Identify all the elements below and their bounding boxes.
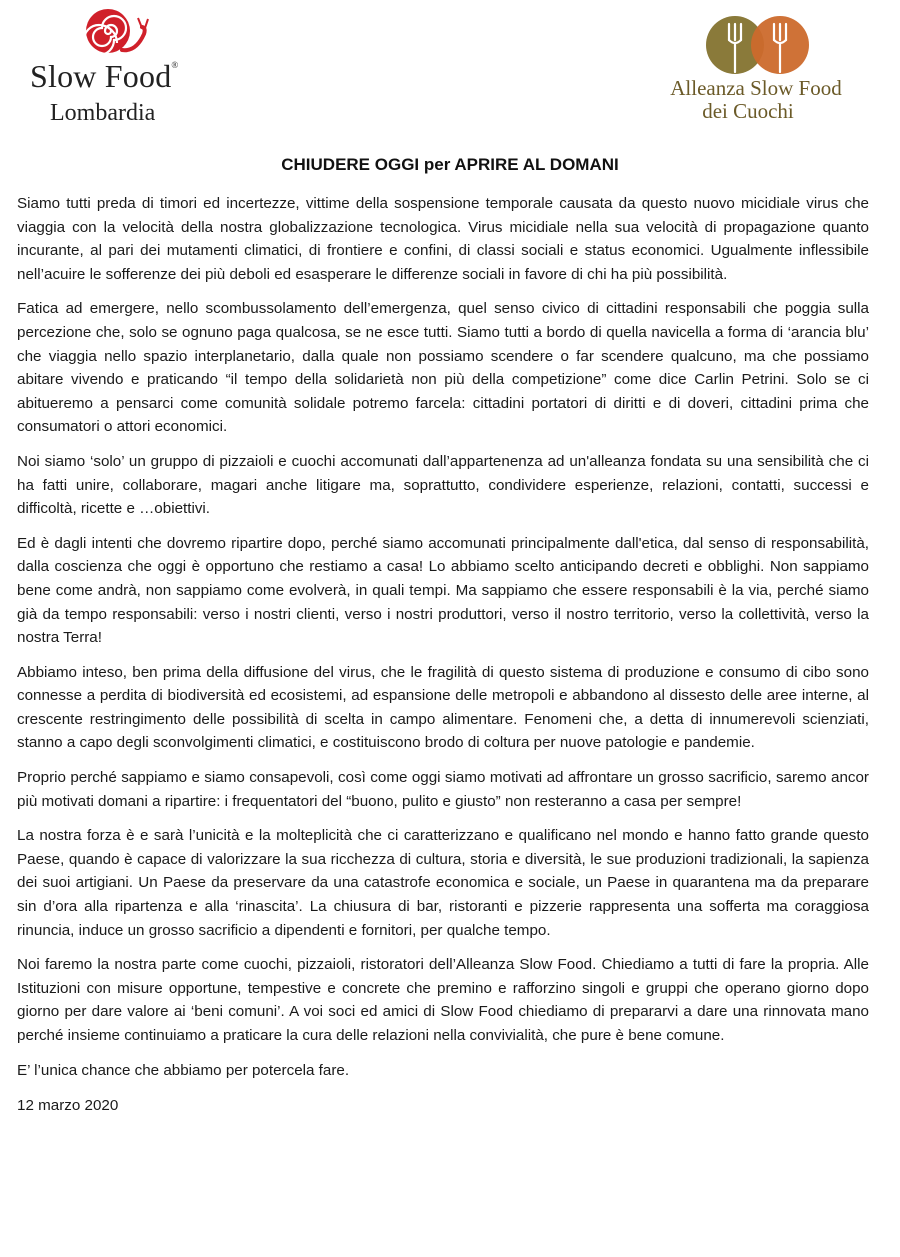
paragraph: Ed è dagli intenti che dovremo ripartire dopo, perché siamo accomunati principalmente dall'etica, dal senso di responsabilità, dalla coscienza che oggi è opportuno che restiamo a casa! Lo abbiamo scelto anticipando decreti e obblighi. Non sappiamo bene come andrà, non sappiamo come evolverà, in quali tempi. Ma sappiamo che essere responsabili è la via, perché siamo già da tempo responsabili: verso i nostri clienti, verso i nostri produttori, verso il nostro territorio, verso la collettività, verso la nostra Terra! [17,534,869,647]
alliance-name-line1: Alleanza Slow Food [670,76,842,100]
alliance-name-line2: dei Cuochi [702,99,794,123]
brand-name: Slow Food® [30,58,179,94]
closing-line: E’ l’unica chance che abbiamo per potercela fare. [17,1061,350,1079]
paragraph: Noi siamo ‘solo’ un gruppo di pizzaioli e cuochi accomunati dall’appartenenza ad un'alleanza fondata su una sensibilità che ci ha fatti unire, collaborare, magari anche litigare ma, soprattutto, condividere esperienze, relazioni, contatti, successi e difficoltà, ricette e …obiettivi. [17,452,869,518]
paragraph: La nostra forza è e sarà l’unicità e la molteplicità che ci caratterizzano e qualificano nel mondo e hanno fatto grande questo Paese, quando è capace di valorizzare la sua ricchezza di cultura, storia e diversità, le sue produzioni tradizionali, la sapienza dei suoi artigiani. Un Paese da preservare da una catastrofe economica e sociale, un Paese in quarantena ma da preparare sin d’ora alla ripartenza e alla ‘rinascita’. La chiusura di bar, ristoranti e pizzerie rappresenta una sofferta ma coraggiosa rinuncia, induce un grosso sacrificio a dipendenti e fornitori, per qualche tempo. [17,827,869,939]
paragraph: Noi faremo la nostra parte come cuochi, pizzaioli, ristoratori dell’Alleanza Slow Food. Chiediamo a tutti di fare la propria. Alle Istituzioni con misure opportune, tempestive e concrete che premino e rafforzino singoli e gruppi che operano giorno dopo giorno per dare valore ai ‘beni comuni’. A voi soci ed amici di Slow Food chiediamo di prepararvi a dare una rinnovata mano perché insieme continuiamo a praticare la cura delle relazioni nella convivialità, che pure è bene comune. [17,956,869,1044]
letterhead [0,0,900,150]
paragraph: Fatica ad emergere, nello scombussolamento dell’emergenza, quel senso civico di cittadini responsabili che poggia sulla percezione che, solo se ognuno paga qualcosa, se ne esce tutti. Siamo tutti a bordo di quella navicella a forma di ‘arancia blu’ che viaggia nello spazio interplanetario, dalla quale non possiamo scendere o far scendere qualcuno, ma che possiamo abitare vivendo e praticando “il tempo della solidarietà non più della competizione” come dice Carlin Petrini. Solo se ci abitueremo a pensarci come comunità solidale potremo farcela: cittadini portatori di diritti e di doveri, cittadini prima che consumatori o attori economici. [17,300,869,436]
snail-logo-icon [78,6,154,58]
brand-region: Lombardia [50,100,156,126]
alleanza-cuochi-logo [650,16,870,126]
paragraph: Proprio perché sappiamo e siamo consapevoli, così come oggi siamo motivati ad affrontare un grosso sacrificio, saremo ancor più motivati domani a ripartire: i frequentatori del “buono, pulito e giusto” non resteranno a casa per sempre! [17,769,869,810]
paragraph: Siamo tutti preda di timori ed incertezze, vittime della sospensione temporale causata da questo nuovo micidiale virus che viaggia con la velocità della nostra globalizzazione tecnologica. Virus micidiale nella sua velocità di propagazione quanto incurante, al pari dei mutamenti climatici, di frontiere e confini, di classi sociali e status economici. Ugualmente inflessibile nell’acuire le sofferenze dei più deboli ed esasperare le differenze sociali in favore di chi ha più possibilità. [17,195,869,283]
document-date: 12 marzo 2020 [17,1097,119,1115]
document-title: CHIUDERE OGGI per APRIRE AL DOMANI [281,155,619,174]
paragraph: Abbiamo inteso, ben prima della diffusione del virus, che le fragilità di questo sistema di produzione e consumo di cibo sono connesse a perdita di biodiversità ed ecosistemi, ad espansione delle metropoli e abbandono al dissesto delle aree interne, al crescente restringimento delle possibilità di scelta in campo alimentare. Fenomeni che, a detta di innumerevoli scienziati, stanno a capo degli sconvolgimenti climatici, e costituiscono brodo di coltura per nuove patologie e pandemie. [17,663,869,752]
fork-circles-logo-icon [706,16,810,74]
document-body [17,192,869,1129]
